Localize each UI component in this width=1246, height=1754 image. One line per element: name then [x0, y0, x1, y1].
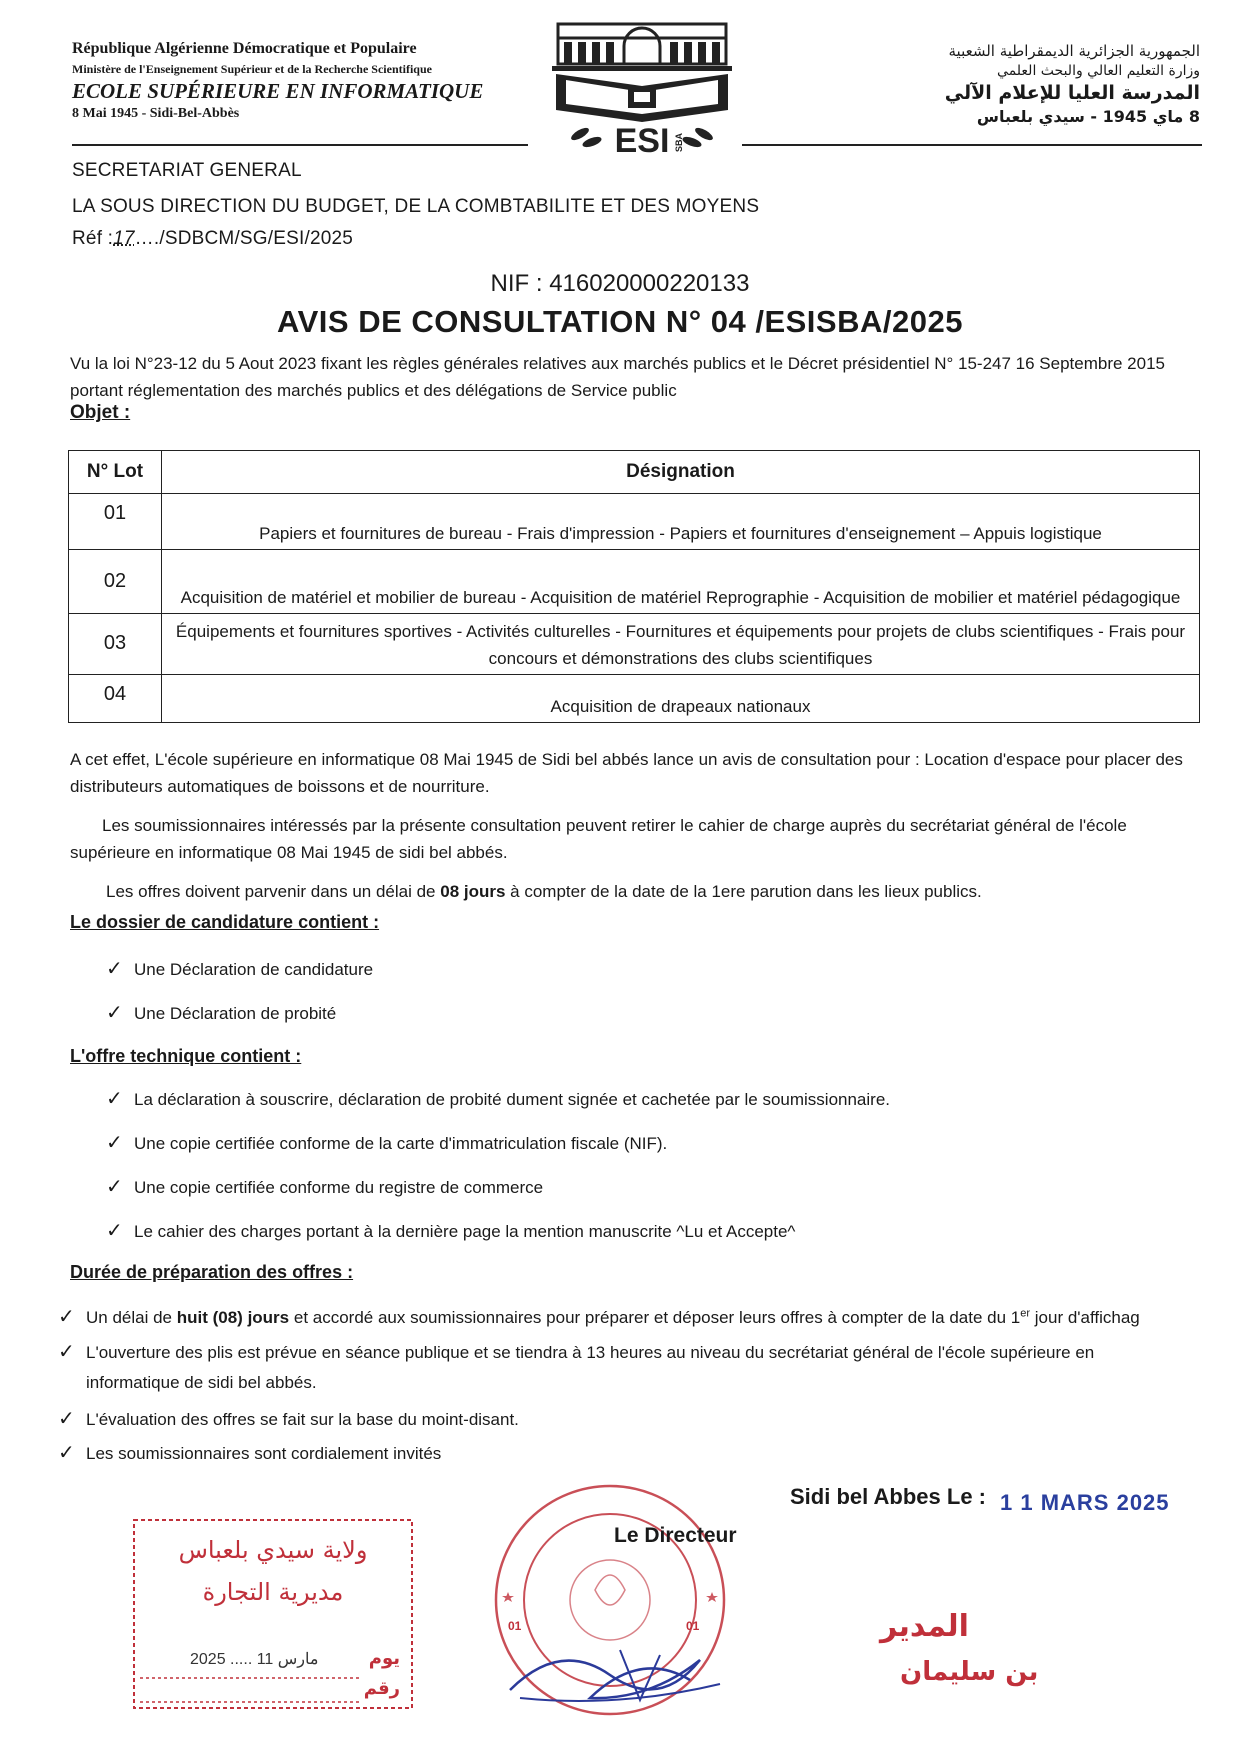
director-title: Le Directeur — [614, 1524, 737, 1547]
sous-direction-label: LA SOUS DIRECTION DU BUDGET, DE LA COMBTABILITE ET DES MOYENS — [72, 196, 760, 217]
check-icon: ✓ — [58, 1440, 75, 1464]
date-stamp: 1 1 MARS 2025 — [1000, 1490, 1170, 1515]
lot-designation: Acquisition de matériel et mobilier de bureau - Acquisition de matériel Reprographie - Acquisition de mobilier et matériel pédagogique — [162, 550, 1200, 614]
list-item-text: Les soumissionnaires sont cordialement invités — [86, 1444, 442, 1463]
check-icon: ✓ — [106, 1000, 123, 1024]
republic-name-ar: الجمهورية الجزائرية الديمقراطية الشعبية — [948, 42, 1200, 60]
lots-table — [68, 450, 1200, 723]
check-icon: ✓ — [106, 956, 123, 980]
check-icon: ✓ — [106, 1218, 123, 1242]
list-item-text: Une copie certifiée conforme de la carte d'immatriculation fiscale (NIF). — [134, 1134, 668, 1153]
table-header-row — [69, 451, 1200, 494]
col-designation-header: Désignation — [162, 451, 1200, 494]
stamp-direction: مديرية التجارة — [202, 1578, 344, 1606]
svg-text:01: 01 — [686, 1619, 700, 1633]
dossier-title: Le dossier de candidature contient : — [70, 912, 380, 932]
commerce-stamp — [130, 1516, 416, 1712]
ministry-name: Ministère de l'Enseignement Supérieur et de la Recherche Scientifique — [72, 62, 432, 76]
header-french — [72, 40, 532, 122]
list-item — [58, 1406, 519, 1430]
header-divider-right — [742, 144, 1202, 146]
header-arabic — [760, 42, 1200, 126]
nif-number: NIF : 416020000220133 — [490, 270, 750, 297]
lot-number: 02 — [69, 550, 162, 614]
stamp-number-label: رقم — [363, 1678, 400, 1699]
list-item-text: jour d'affichag — [1030, 1308, 1140, 1327]
list-item — [106, 956, 373, 980]
lot-designation: Acquisition de drapeaux nationaux — [162, 675, 1200, 723]
reference-suffix: …./SDBCM/SG/ESI/2025 — [134, 228, 354, 249]
school-location: 8 Mai 1945 - Sidi-Bel-Abbès — [72, 106, 240, 121]
table-row — [69, 675, 1200, 723]
deadline-text-b: à compter de la date de la 1ere parution dans les lieux publics. — [505, 882, 982, 901]
lot-number: 03 — [69, 614, 162, 675]
list-item-text: L'évaluation des offres se fait sur la base du moint-disant. — [86, 1410, 519, 1429]
list-item — [106, 1218, 795, 1242]
table-row — [69, 494, 1200, 550]
list-item-text: L'ouverture des plis est prévue en séance publique et se tiendra à 13 heures au niveau du secrétariat général de l'école supérieure en informatique de sidi bel abbés. — [86, 1343, 1095, 1392]
duree-title: Durée de préparation des offres : — [70, 1262, 354, 1282]
list-item-text: Une copie certifiée conforme du registre de commerce — [134, 1178, 544, 1197]
paragraph-purpose: A cet effet, L'école supérieure en informatique 08 Mai 1945 de Sidi bel abbés lance un avis de consultation pour : Location d'espace pour placer des distributeurs automatiques de boissons et de nourriture. — [70, 750, 1183, 796]
director-title-ar: المدير — [880, 1609, 969, 1644]
lot-number: 01 — [69, 494, 162, 550]
list-item — [58, 1440, 441, 1464]
check-icon: ✓ — [106, 1174, 123, 1198]
list-item-sup: er — [1020, 1307, 1031, 1320]
svg-text:01: 01 — [508, 1619, 522, 1633]
logo-sub: SBA — [674, 132, 684, 152]
preamble-text: Vu la loi N°23-12 du 5 Aout 2023 fixant les règles générales relatives aux marchés publics et le Décret présidentiel N° 15-247 16 Septembre 2015 portant réglementation des marchés publics et des délégations de Service public — [70, 354, 1165, 400]
reference-prefix: Réf : — [72, 228, 114, 249]
esi-logo — [548, 14, 736, 166]
list-item-text: Une Déclaration de candidature — [134, 960, 374, 979]
list-item-text: Le cahier des charges portant à la dernière page la mention manuscrite ^Lu et Accepte^ — [134, 1222, 796, 1241]
stamp-date: 2025 ..... مارس 11 — [190, 1651, 319, 1668]
ministry-name-ar: وزارة التعليم العالي والبحث العلمي — [997, 63, 1200, 79]
list-item — [106, 1000, 336, 1024]
republic-name: République Algérienne Démocratique et Populaire — [72, 40, 417, 57]
reference — [72, 228, 353, 250]
deadline-days: 08 jours — [440, 882, 506, 901]
deadline-text-a: Les offres doivent parvenir dans un délai de — [106, 882, 441, 901]
check-icon: ✓ — [58, 1406, 75, 1430]
list-item — [106, 1086, 890, 1110]
reference-number: 17 — [113, 228, 135, 249]
stamp-day-label: يوم — [368, 1648, 400, 1669]
lot-designation: Papiers et fournitures de bureau - Frais d'impression - Papiers et fournitures d'enseignement – Appuis logistique — [162, 494, 1200, 550]
list-item — [58, 1336, 1186, 1398]
header-divider-left — [72, 144, 528, 146]
director-name-ar: بن سليمان — [900, 1657, 1039, 1687]
check-icon: ✓ — [106, 1086, 123, 1110]
list-item — [106, 1130, 667, 1154]
director-signature — [500, 1580, 1039, 1730]
offre-title: L'offre technique contient : — [70, 1046, 302, 1066]
table-row — [69, 550, 1200, 614]
lot-designation: Équipements et fournitures sportives - Activités culturelles - Fournitures et équipements pour projets de clubs scientifiques - Frais pour concours et démonstrations des clubs scientifiques — [162, 614, 1200, 675]
school-name: ECOLE SUPÉRIEURE EN INFORMATIQUE — [72, 79, 484, 103]
school-location-ar: 8 ماي 1945 - سيدي بلعباس — [976, 107, 1200, 126]
check-icon: ✓ — [58, 1339, 75, 1363]
place-date-label: Sidi bel Abbes Le : — [790, 1484, 986, 1509]
list-item-text: Un délai de — [86, 1308, 177, 1327]
logo-wordmark: ESI — [614, 122, 670, 160]
list-item-text: La déclaration à souscrire, déclaration de probité dument signée et cachetée par le soumissionnaire. — [134, 1090, 891, 1109]
lot-number: 04 — [69, 675, 162, 723]
secretariat-label: SECRETARIAT GENERAL — [72, 160, 302, 181]
list-item — [58, 1304, 1240, 1328]
list-item-text: Une Déclaration de probité — [134, 1004, 337, 1023]
col-lot-header: N° Lot — [69, 451, 162, 494]
document-title: AVIS DE CONSULTATION N° 04 /ESISBA/2025 — [277, 304, 963, 339]
list-item-bold: huit (08) jours — [176, 1308, 290, 1327]
stamp-wilaya: ولاية سيدي بلعباس — [178, 1536, 368, 1564]
objet-label: Objet : — [70, 402, 131, 423]
table-row — [69, 614, 1200, 675]
check-icon: ✓ — [106, 1130, 123, 1154]
paragraph-deadline — [106, 878, 1246, 905]
check-icon: ✓ — [58, 1304, 75, 1328]
list-item — [106, 1174, 543, 1198]
school-name-ar: المدرسة العليا للإعلام الآلي — [944, 82, 1200, 104]
list-item-text: et accordé aux soumissionnaires pour préparer et déposer leurs offres à compter de la date du 1 — [289, 1308, 1021, 1327]
paragraph-retrieval: Les soumissionnaires intéressés par la présente consultation peuvent retirer le cahier de charge auprès du secrétariat général de l'école supérieure en informatique 08 Mai 1945 de sidi bel abbés. — [70, 816, 1127, 862]
